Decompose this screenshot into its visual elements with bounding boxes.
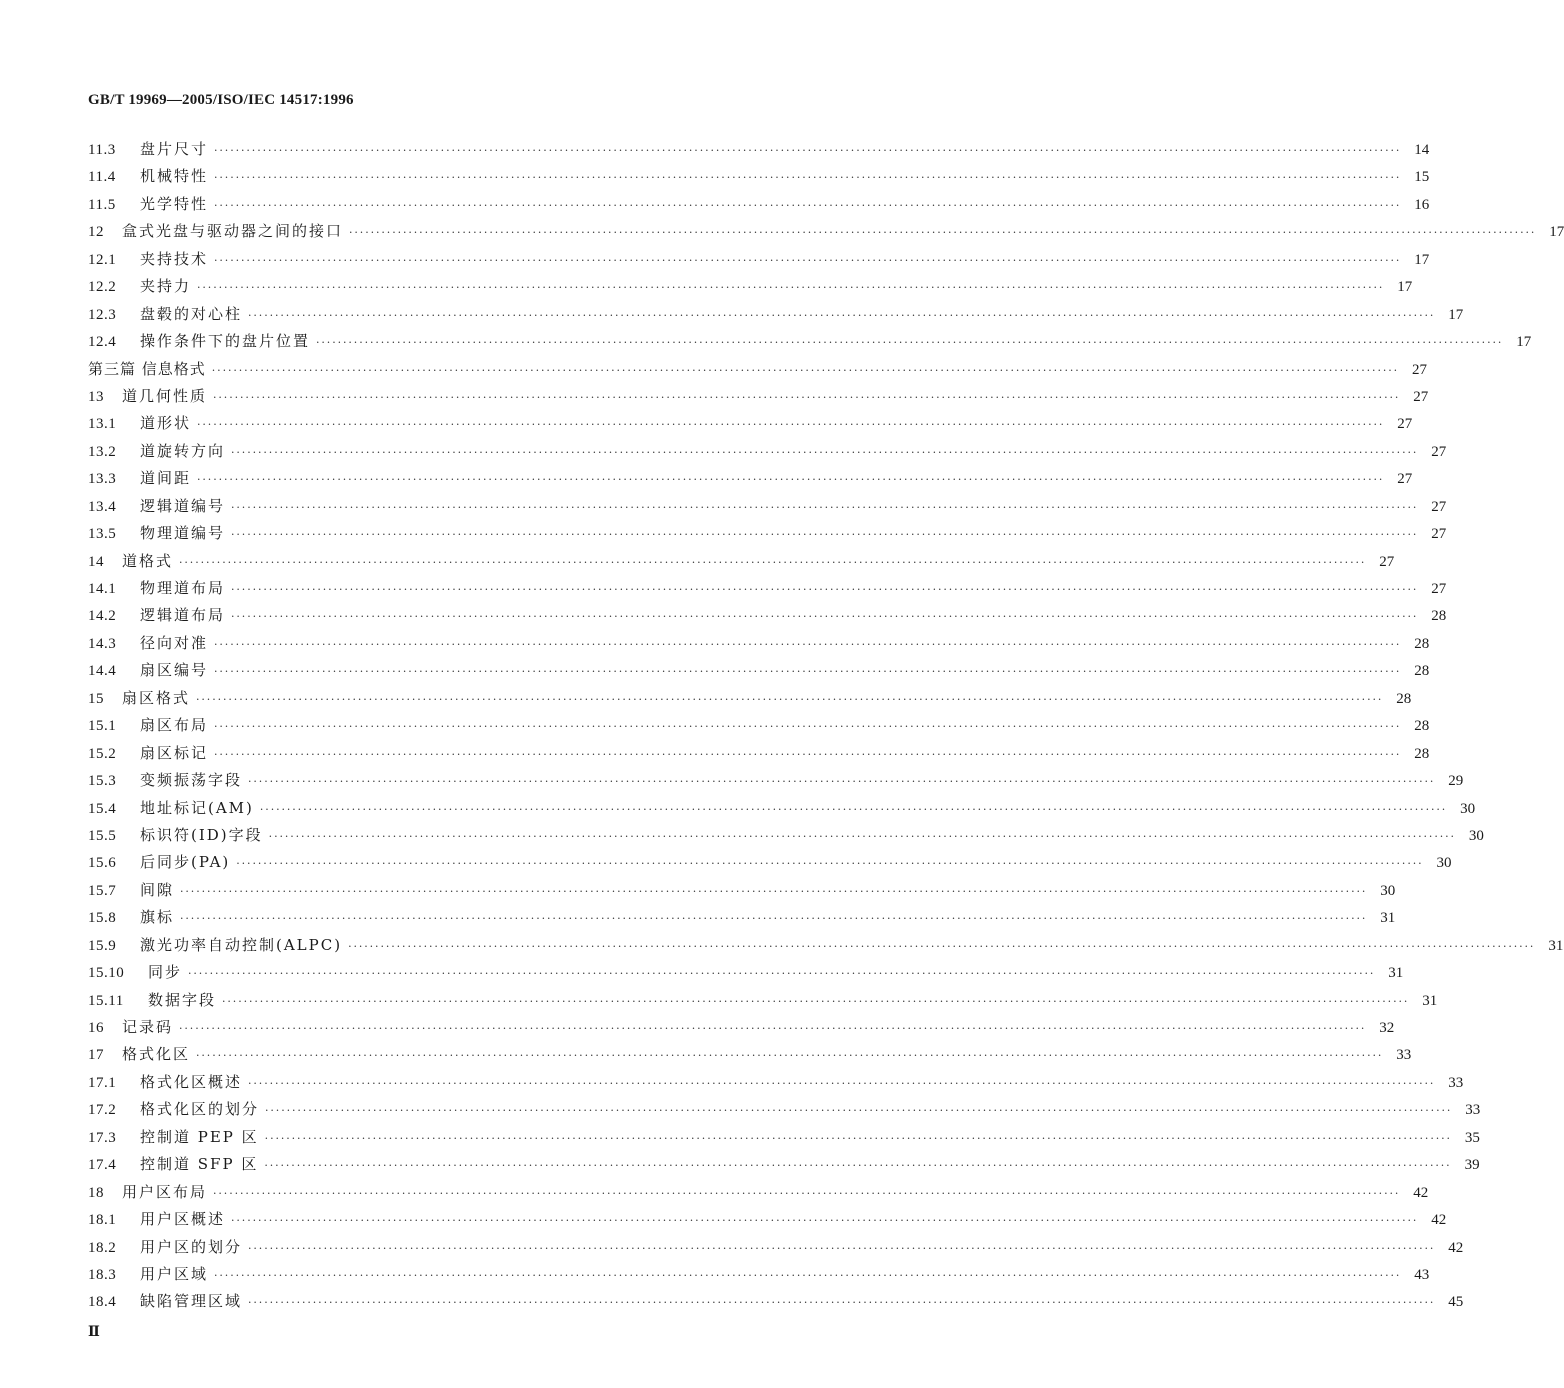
toc-entry-title: 径向对准 (140, 633, 209, 652)
toc-leader-dots: ···························································································································································································································· (211, 363, 1400, 377)
toc-entry-page: 30 (1468, 827, 1484, 844)
toc-entry[interactable] (88, 438, 1447, 465)
toc-entry[interactable] (88, 1179, 1429, 1206)
toc-leader-dots: ···························································································································································································································· (214, 720, 1402, 734)
toc-entry[interactable] (88, 383, 1429, 410)
toc-entry-number: 13.2 (88, 443, 117, 460)
toc-entry-title: 逻辑道编号 (140, 496, 226, 515)
toc-entry-number: 15.10 (88, 965, 125, 982)
toc-entry[interactable] (88, 822, 1484, 849)
toc-entry-title: 道旋转方向 (140, 441, 226, 460)
toc-leader-dots: ···························································································································································································································· (248, 1076, 1436, 1090)
toc-entry-title: 记录码 (122, 1018, 174, 1036)
toc-leader-dots: ···························································································································································································································· (214, 198, 1402, 212)
toc-leader-dots: ···························································································································································································································· (214, 253, 1402, 267)
toc-entry-number: 11.3 (88, 142, 116, 158)
toc-entry-number: 15.8 (88, 910, 117, 927)
toc-leader-dots: ···························································································································································································································· (222, 994, 1410, 1008)
toc-entry-title: 物理道编号 (140, 524, 226, 543)
toc-entry[interactable] (88, 877, 1396, 904)
toc-leader-dots: ···························································································································································································································· (180, 884, 1368, 898)
toc-entry[interactable] (88, 273, 1413, 300)
toc-leader-dots: ···························································································································································································································· (231, 528, 1419, 542)
toc-entry-page: 16 (1414, 196, 1430, 213)
toc-entry-title: 用户区概述 (140, 1210, 226, 1229)
toc-entry-title: 夹持力 (140, 277, 192, 296)
toc-entry-page: 30 (1460, 800, 1476, 817)
table-of-contents (88, 136, 1564, 1316)
toc-entry-page: 17 (1516, 334, 1532, 351)
toc-entry-page: 27 (1397, 471, 1413, 488)
toc-entry[interactable] (88, 1041, 1412, 1068)
toc-entry-title: 标识符(ID)字段 (140, 825, 263, 844)
toc-entry-number: 13 (88, 388, 104, 405)
toc-entry[interactable] (88, 191, 1430, 218)
toc-entry-title: 机械特性 (140, 167, 209, 186)
toc-entry[interactable] (88, 767, 1464, 794)
toc-entry-page: 33 (1396, 1047, 1412, 1064)
toc-entry-title: 旗标 (140, 908, 175, 927)
toc-entry[interactable] (88, 1261, 1430, 1288)
toc-entry[interactable] (88, 1288, 1464, 1315)
toc-entry-title: 扇区布局 (140, 716, 209, 735)
toc-entry-page: 28 (1431, 608, 1447, 625)
toc-entry-title: 扇区编号 (140, 661, 209, 680)
toc-entry-page: 27 (1431, 581, 1447, 597)
toc-leader-dots: ···························································································································································································································· (197, 473, 1385, 487)
toc-entry-page: 33 (1465, 1102, 1481, 1119)
toc-entry-page: 28 (1414, 663, 1430, 680)
toc-entry-title: 用户区布局 (122, 1182, 208, 1201)
toc-entry-title: 光学特性 (140, 194, 209, 213)
toc-entry-page: 31 (1380, 910, 1396, 927)
toc-entry-number: 15.7 (88, 882, 117, 899)
toc-entry-number: 14.1 (88, 581, 117, 597)
toc-entry-title: 扇区格式 (122, 688, 191, 707)
toc-leader-dots: ···························································································································································································································· (248, 1241, 1436, 1255)
toc-entry[interactable] (88, 163, 1430, 190)
toc-entry-number: 18.3 (88, 1266, 117, 1283)
toc-entry-page: 15 (1414, 169, 1430, 186)
toc-entry-number: 14.4 (88, 663, 117, 680)
toc-entry-page: 17 (1549, 224, 1564, 241)
toc-leader-dots: ···························································································································································································································· (213, 1186, 1401, 1200)
toc-leader-dots: ···························································································································································································································· (214, 665, 1402, 679)
toc-leader-dots: ···························································································································································································································· (214, 1268, 1402, 1282)
toc-entry[interactable] (88, 932, 1564, 959)
toc-entry-page: 39 (1464, 1157, 1480, 1174)
toc-entry-number: 17.1 (88, 1074, 117, 1091)
toc-entry-page: 27 (1431, 443, 1447, 460)
toc-entry[interactable] (88, 575, 1447, 602)
toc-entry-page: 43 (1414, 1266, 1430, 1283)
toc-entry-number: 12 (88, 224, 104, 241)
toc-entry[interactable] (88, 520, 1447, 547)
toc-entry-title: 扇区标记 (140, 743, 209, 762)
toc-entry[interactable] (88, 328, 1532, 355)
toc-entry[interactable] (88, 740, 1430, 767)
toc-entry-page: 45 (1448, 1294, 1464, 1311)
standard-header: GB/T 19969—2005/ISO/IEC 14517:1996 (88, 92, 354, 108)
toc-entry-number: 16 (88, 1020, 104, 1036)
toc-leader-dots: ···························································································································································································································· (214, 637, 1402, 651)
toc-entry-number: 15 (88, 690, 104, 707)
toc-entry-number: 17.3 (88, 1129, 117, 1146)
toc-entry[interactable] (88, 1096, 1481, 1123)
toc-entry-number: 15.1 (88, 718, 117, 735)
toc-entry-page: 42 (1413, 1184, 1429, 1201)
toc-entry-number: 13.5 (88, 526, 117, 543)
page-number-footer: Ⅱ (88, 1325, 100, 1340)
toc-entry-page: 17 (1397, 279, 1413, 296)
toc-entry-number: 12.1 (88, 251, 117, 268)
toc-entry-title: 操作条件下的盘片位置 (140, 332, 311, 351)
toc-entry[interactable] (88, 1151, 1480, 1178)
toc-entry-page: 28 (1414, 635, 1430, 652)
toc-entry-number: 11.5 (88, 196, 116, 213)
toc-leader-dots: ···························································································································································································································· (188, 967, 1376, 981)
toc-entry[interactable] (88, 630, 1430, 657)
toc-leader-dots: ···························································································································································································································· (264, 1131, 1452, 1145)
toc-entry-title: 逻辑道布局 (140, 606, 226, 625)
toc-entry[interactable] (88, 356, 1428, 383)
toc-entry-title: 控制道 PEP 区 (140, 1127, 259, 1146)
toc-entry-title: 盒式光盘与驱动器之间的接口 (122, 222, 344, 241)
toc-entry[interactable] (88, 410, 1413, 437)
toc-entry-number: 18.1 (88, 1212, 117, 1229)
toc-entry-number: 14 (88, 553, 104, 570)
toc-entry[interactable] (88, 1014, 1395, 1041)
toc-entry[interactable] (88, 904, 1396, 931)
toc-entry[interactable] (88, 1124, 1480, 1151)
toc-leader-dots: ···························································································································································································································· (214, 747, 1402, 761)
toc-entry[interactable] (88, 657, 1430, 684)
toc-leader-dots: ···························································································································································································································· (264, 1159, 1452, 1173)
toc-leader-dots: ···························································································································································································································· (197, 281, 1385, 295)
toc-entry-number: 17 (88, 1047, 104, 1064)
toc-entry-page: 17 (1414, 251, 1430, 268)
toc-leader-dots: ···························································································································································································································· (231, 500, 1419, 514)
toc-entry-title: 变频振荡字段 (140, 771, 243, 790)
toc-leader-dots: ···························································································································································································································· (236, 857, 1424, 871)
toc-entry-page: 14 (1414, 142, 1430, 158)
toc-entry-title: 夹持技术 (140, 249, 209, 268)
toc-entry-number: 15.4 (88, 800, 117, 817)
toc-entry-title: 用户区的划分 (140, 1237, 243, 1256)
toc-entry-title: 格式化区的划分 (140, 1100, 260, 1119)
toc-leader-dots: ···························································································································································································································· (268, 829, 1456, 843)
toc-entry-number: 18 (88, 1184, 104, 1201)
toc-entry-title: 格式化区 (122, 1045, 191, 1064)
toc-entry-page: 32 (1379, 1020, 1395, 1036)
toc-entry-title: 地址标记(AM) (140, 798, 254, 817)
toc-entry-title: 第三篇 信息格式 (88, 359, 206, 378)
toc-entry-page: 31 (1388, 965, 1404, 982)
toc-leader-dots: ···························································································································································································································· (248, 1296, 1436, 1310)
toc-entry-page: 31 (1548, 937, 1564, 954)
toc-leader-dots: ···························································································································································································································· (265, 1104, 1453, 1118)
toc-entry-number: 15.9 (88, 937, 117, 954)
toc-leader-dots: ···························································································································································································································· (196, 1049, 1384, 1063)
toc-leader-dots: ···························································································································································································································· (231, 583, 1419, 596)
toc-entry-title: 同步 (148, 963, 183, 982)
toc-leader-dots: ···························································································································································································································· (180, 912, 1368, 926)
toc-entry-number: 14.3 (88, 635, 117, 652)
toc-entry-title: 道间距 (140, 469, 192, 488)
toc-entry[interactable] (88, 465, 1413, 492)
toc-leader-dots: ···························································································································································································································· (214, 171, 1402, 185)
toc-entry-number: 13.3 (88, 471, 117, 488)
toc-entry-page: 33 (1448, 1074, 1464, 1091)
toc-entry-number: 14.2 (88, 608, 117, 625)
toc-entry-page: 31 (1422, 992, 1438, 1009)
toc-leader-dots: ···························································································································································································································· (259, 802, 1448, 816)
toc-entry-title: 控制道 SFP 区 (140, 1155, 259, 1174)
toc-entry-number: 15.11 (88, 992, 124, 1009)
toc-leader-dots: ···························································································································································································································· (248, 308, 1436, 322)
toc-entry-page: 30 (1380, 882, 1396, 899)
toc-entry[interactable] (88, 246, 1430, 273)
toc-entry-page: 28 (1396, 690, 1412, 707)
toc-entry-page: 27 (1431, 526, 1447, 543)
toc-entry-page: 28 (1414, 745, 1430, 762)
toc-entry-page: 17 (1448, 306, 1464, 323)
toc-entry[interactable] (88, 849, 1452, 876)
toc-entry-number: 17.4 (88, 1157, 117, 1174)
toc-entry[interactable] (88, 1069, 1464, 1096)
toc-entry-number: 13.1 (88, 416, 117, 433)
toc-entry-title: 盘毂的对心柱 (140, 304, 243, 323)
toc-entry-number: 12.2 (88, 279, 117, 296)
toc-entry[interactable] (88, 959, 1404, 986)
toc-entry[interactable] (88, 712, 1430, 739)
toc-leader-dots: ···························································································································································································································· (231, 610, 1419, 624)
toc-leader-dots: ···························································································································································································································· (231, 1214, 1419, 1228)
toc-entry-title: 道格式 (122, 551, 174, 570)
toc-entry[interactable] (88, 795, 1476, 822)
toc-leader-dots: ···························································································································································································································· (213, 390, 1401, 404)
toc-entry-number: 11.4 (88, 169, 116, 186)
toc-entry-page: 30 (1436, 855, 1452, 872)
toc-entry-page: 27 (1413, 388, 1429, 405)
toc-leader-dots: ···························································································································································································································· (214, 144, 1402, 157)
toc-entry-page: 42 (1431, 1212, 1447, 1229)
toc-leader-dots: ···························································································································································································································· (179, 1022, 1367, 1035)
toc-leader-dots: ···························································································································································································································· (248, 775, 1436, 789)
toc-entry-number: 18.4 (88, 1294, 117, 1311)
toc-entry-title: 后同步(PA) (140, 853, 231, 872)
toc-entry-title: 盘片尺寸 (140, 140, 209, 158)
toc-entry[interactable] (88, 493, 1447, 520)
toc-entry-page: 27 (1397, 416, 1413, 433)
toc-entry-number: 15.6 (88, 855, 117, 872)
toc-entry-title: 道几何性质 (122, 386, 208, 405)
toc-entry-number: 18.2 (88, 1239, 117, 1256)
toc-entry[interactable] (88, 136, 1430, 163)
toc-entry-title: 物理道布局 (140, 579, 226, 597)
toc-entry-title: 格式化区概述 (140, 1072, 243, 1091)
toc-entry-page: 27 (1412, 361, 1428, 378)
toc-entry[interactable] (88, 685, 1412, 712)
toc-entry-number: 15.5 (88, 827, 117, 844)
toc-entry-title: 缺陷管理区域 (140, 1292, 243, 1311)
toc-entry-number: 15.2 (88, 745, 117, 762)
toc-leader-dots: ···························································································································································································································· (349, 226, 1537, 240)
toc-entry-page: 28 (1414, 718, 1430, 735)
toc-entry-page: 27 (1431, 498, 1447, 515)
toc-entry-page: 29 (1448, 773, 1464, 790)
toc-leader-dots: ···························································································································································································································· (179, 555, 1367, 569)
toc-entry-title: 激光功率自动控制(ALPC) (140, 935, 343, 954)
toc-entry-number: 17.2 (88, 1102, 117, 1119)
toc-entry[interactable] (88, 218, 1564, 245)
toc-entry-page: 42 (1448, 1239, 1464, 1256)
toc-leader-dots: ···························································································································································································································· (197, 418, 1385, 432)
toc-entry[interactable] (88, 1206, 1447, 1233)
toc-entry[interactable] (88, 301, 1464, 328)
toc-entry[interactable] (88, 548, 1395, 575)
toc-entry[interactable] (88, 1234, 1464, 1261)
toc-leader-dots: ···························································································································································································································· (231, 445, 1419, 459)
toc-entry-number: 13.4 (88, 498, 117, 515)
toc-entry-page: 27 (1379, 553, 1395, 570)
toc-entry[interactable] (88, 602, 1447, 629)
toc-leader-dots: ···························································································································································································································· (196, 692, 1384, 706)
toc-entry-title: 数据字段 (148, 990, 217, 1009)
toc-entry-number: 12.3 (88, 306, 117, 323)
toc-entry-title: 间隙 (140, 880, 175, 899)
toc-leader-dots: ···························································································································································································································· (316, 336, 1504, 350)
toc-entry-title: 道形状 (140, 414, 192, 433)
toc-entry-page: 35 (1464, 1129, 1480, 1146)
toc-entry-number: 12.4 (88, 334, 117, 351)
toc-entry[interactable] (88, 987, 1438, 1014)
toc-entry-title: 用户区域 (140, 1264, 209, 1283)
toc-leader-dots: ···························································································································································································································· (348, 939, 1536, 953)
toc-entry-number: 15.3 (88, 773, 117, 790)
